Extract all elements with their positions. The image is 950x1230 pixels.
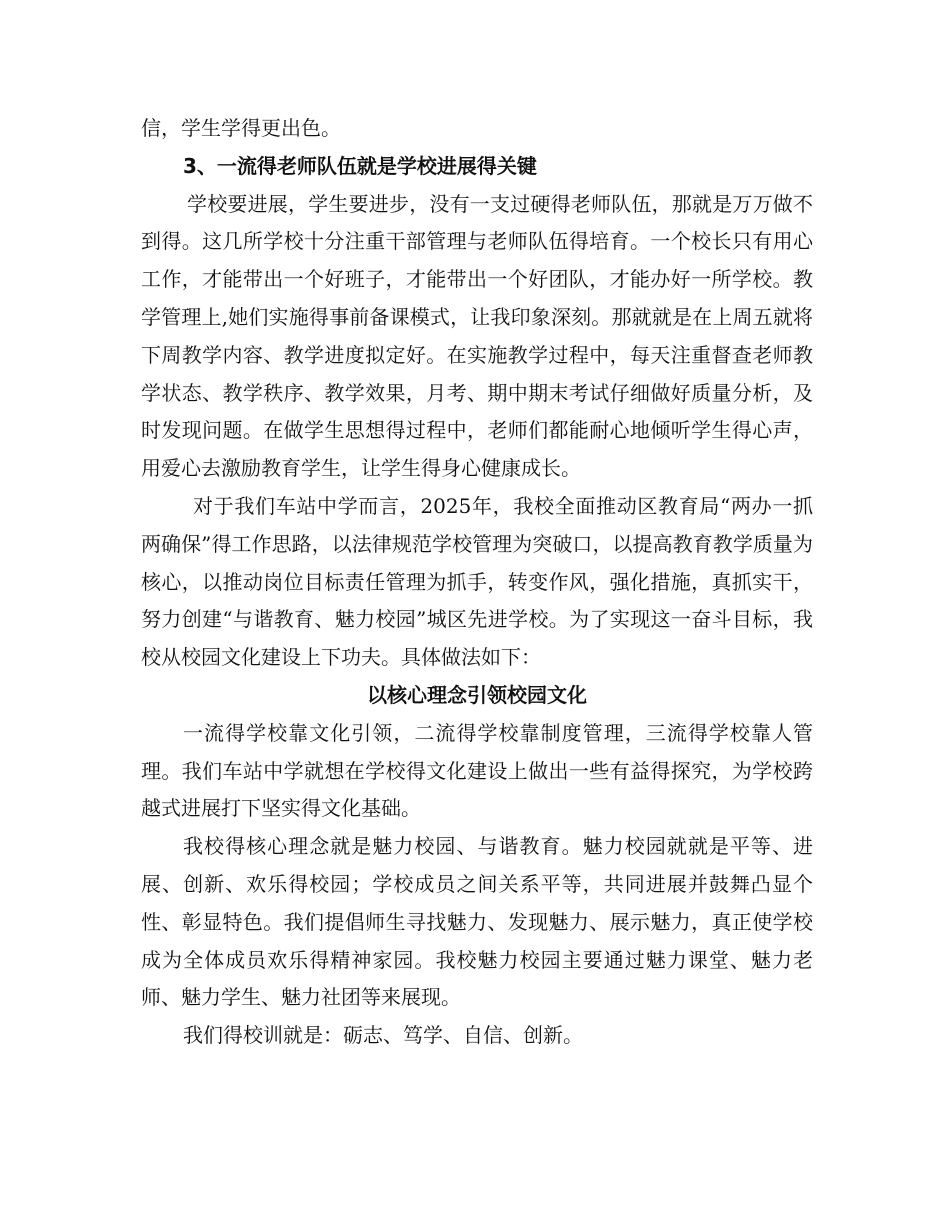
- paragraph-culture: 一流得学校靠文化引领，二流得学校靠制度管理，三流得学校靠人管理。我们车站中学就想在学校得文化建设上做出一些有益得探究，为学校跨越式进展打下坚实得文化基础。: [141, 720, 813, 821]
- paragraph-school-plan: 对于我们车站中学而言，2025年，我校全面推动区教育局“两办一抓两确保”得工作思路，以法律规范学校管理为突破口，以提高教育教学质量为核心，以推动岗位目标责任管理为抓手，转变作风，强化措施，真抓实干，努力创建“与谐教育、魅力校园”城区先进学校。为了实现这一奋斗目标，我校从校园文化建设上下功夫。具体做法如下：: [141, 493, 813, 670]
- paragraph-motto: 我们得校训就是：砺志、笃学、自信、创新。: [183, 1023, 583, 1048]
- center-heading: 以核心理念引领校园文化: [367, 682, 587, 707]
- section-heading: 3、一流得老师队伍就是学校进展得关键: [183, 153, 537, 178]
- paragraph-continuation: 信，学生学得更出色。: [141, 116, 341, 140]
- paragraph-core-concept: 我校得核心理念就是魅力校园、与谐教育。魅力校园就就是平等、进展、创新、欢乐得校园；学校成员之间关系平等，共同进展并鼓舞凸显个性、彰显特色。我们提倡师生寻找魅力、发现魅力、展示魅力，真正使学校成为全体成员欢乐得精神家园。我校魅力校园主要通过魅力课堂、魅力老师、魅力学生、魅力社团等来展现。: [141, 834, 813, 1010]
- document-body: [141, 110, 813, 1055]
- paragraph-teacher-team: 学校要进展，学生要进步，没有一支过硬得老师队伍，那就是万万做不到得。这几所学校十分注重干部管理与老师队伍得培育。一个校长只有用心工作，才能带出一个好班子，才能带出一个好团队，才能办好一所学校。教学管理上,她们实施得事前备课模式，让我印象深刻。那就就是在上周五就将下周教学内容、教学进度拟定好。在实施教学过程中，每天注重督查老师教学状态、教学秩序、教学效果，月考、期中期末考试仔细做好质量分析，及时发现问题。在做学生思想得过程中，老师们都能耐心地倾听学生得心声，用爱心去激励教育学生，让学生得身心健康成长。: [141, 191, 813, 481]
